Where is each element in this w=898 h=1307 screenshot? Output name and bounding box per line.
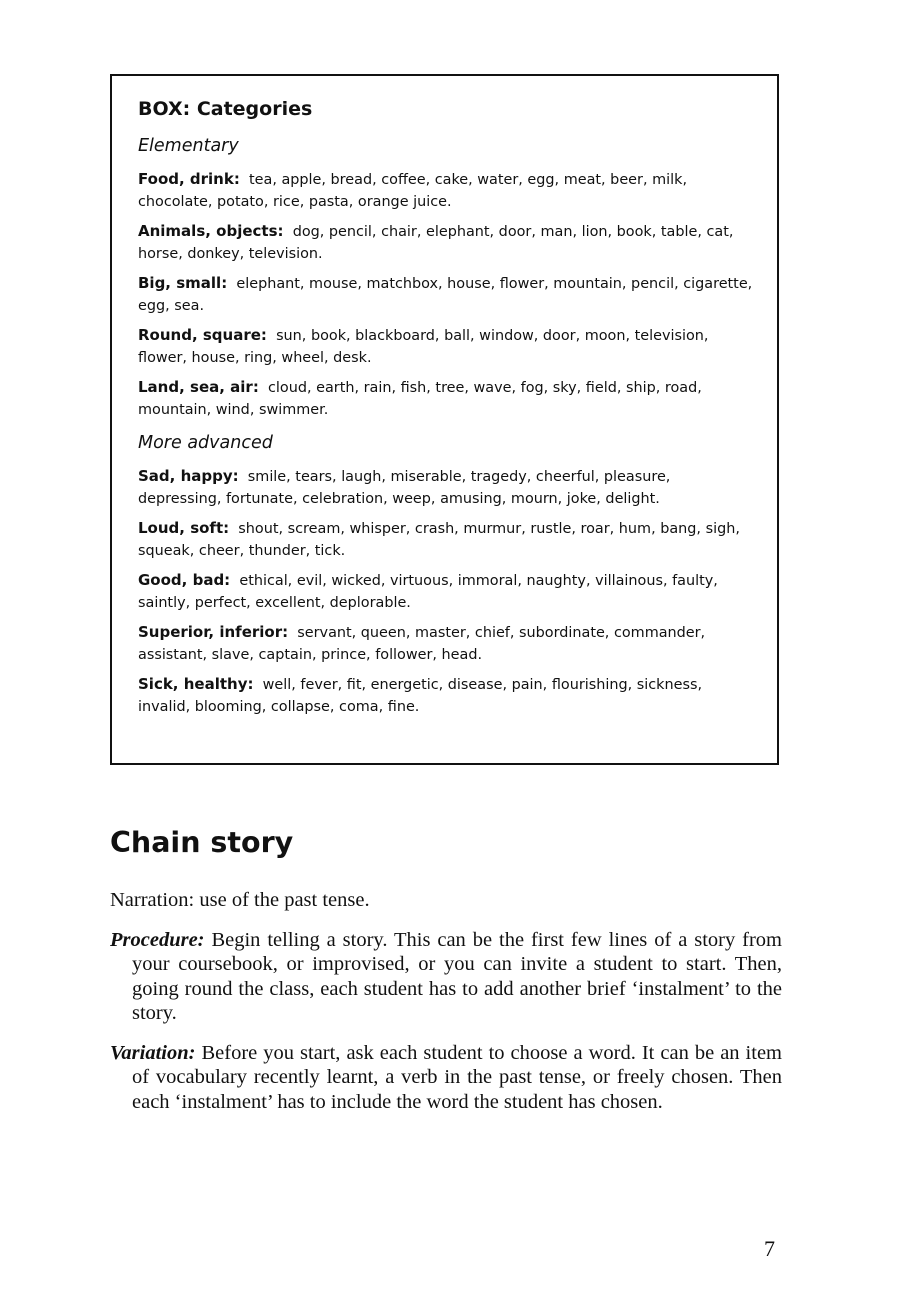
category-label: Food, drink:: [138, 170, 240, 188]
category-item: [138, 324, 753, 369]
category-label: Sick, healthy:: [138, 675, 254, 693]
section-title-elementary: Elementary: [138, 136, 239, 156]
category-words: ethical, evil, wicked, virtuous, immoral, naughty, villainous, faulty, saintly, perfect, excellent, deplorable.: [138, 573, 718, 611]
activity-intro: Narration: use of the past tense.: [110, 889, 370, 911]
category-words: sun, book, blackboard, ball, window, door, moon, television, flower, house, ring, wheel, desk.: [138, 328, 709, 366]
category-label: Good, bad:: [138, 571, 231, 589]
box-title: BOX: Categories: [138, 98, 313, 120]
category-label: Superior, inferior:: [138, 623, 289, 641]
category-label: Big, small:: [138, 274, 228, 292]
category-label: Animals, objects:: [138, 222, 284, 240]
category-item: [138, 517, 753, 562]
category-item: [138, 168, 753, 213]
activity-heading: Chain story: [110, 826, 294, 859]
page-number: 7: [764, 1236, 775, 1261]
variation-text: Before you start, ask each student to choose a word. It can be an item of vocabulary recently learnt, a verb in the past tense, or freely chosen. Then each ‘instalment’ has to include the word the student has chosen.: [132, 1041, 782, 1113]
category-words: well, fever, fit, energetic, disease, pain, flourishing, sickness, invalid, blooming, collapse, coma, fine.: [138, 677, 703, 715]
category-words: servant, queen, master, chief, subordinate, commander, assistant, slave, captain, prince, follower, head.: [138, 625, 706, 663]
category-label: Round, square:: [138, 326, 267, 344]
activity-body: [110, 888, 782, 1129]
category-item: [138, 220, 753, 265]
category-item: [138, 569, 753, 614]
category-words: tea, apple, bread, coffee, cake, water, egg, meat, beer, milk, chocolate, potato, rice, pasta, orange juice.: [138, 172, 688, 210]
category-item: [138, 673, 753, 718]
variation-paragraph: [110, 1041, 782, 1115]
category-item: [138, 621, 753, 666]
category-words: elephant, mouse, matchbox, house, flower, mountain, pencil, cigarette, egg, sea.: [138, 276, 753, 314]
category-item: [138, 376, 753, 421]
categories-box: [110, 74, 779, 765]
category-label: Loud, soft:: [138, 519, 230, 537]
category-words: dog, pencil, chair, elephant, door, man, lion, book, table, cat, horse, donkey, television.: [138, 224, 734, 262]
category-words: shout, scream, whisper, crash, murmur, rustle, roar, hum, bang, sigh, squeak, cheer, thunder, tick.: [138, 521, 740, 559]
category-label: Sad, happy:: [138, 467, 239, 485]
procedure-text: Begin telling a story. This can be the first few lines of a story from your coursebook, or improvised, or you can invite a student to start. Then, going round the class, each student has to add another brief ‘instalment’ to the story.: [132, 928, 782, 1024]
category-item: [138, 465, 753, 510]
variation-label: Variation:: [110, 1041, 196, 1064]
section-title-advanced: More advanced: [138, 433, 273, 453]
category-words: smile, tears, laugh, miserable, tragedy, cheerful, pleasure, depressing, fortunate, celebration, weep, amusing, mourn, joke, delight.: [138, 469, 671, 507]
category-words: cloud, earth, rain, fish, tree, wave, fog, sky, field, ship, road, mountain, wind, swimmer.: [138, 380, 702, 418]
category-item: [138, 272, 753, 317]
procedure-label: Procedure:: [110, 928, 205, 951]
procedure-paragraph: [110, 928, 782, 1026]
category-label: Land, sea, air:: [138, 378, 259, 396]
